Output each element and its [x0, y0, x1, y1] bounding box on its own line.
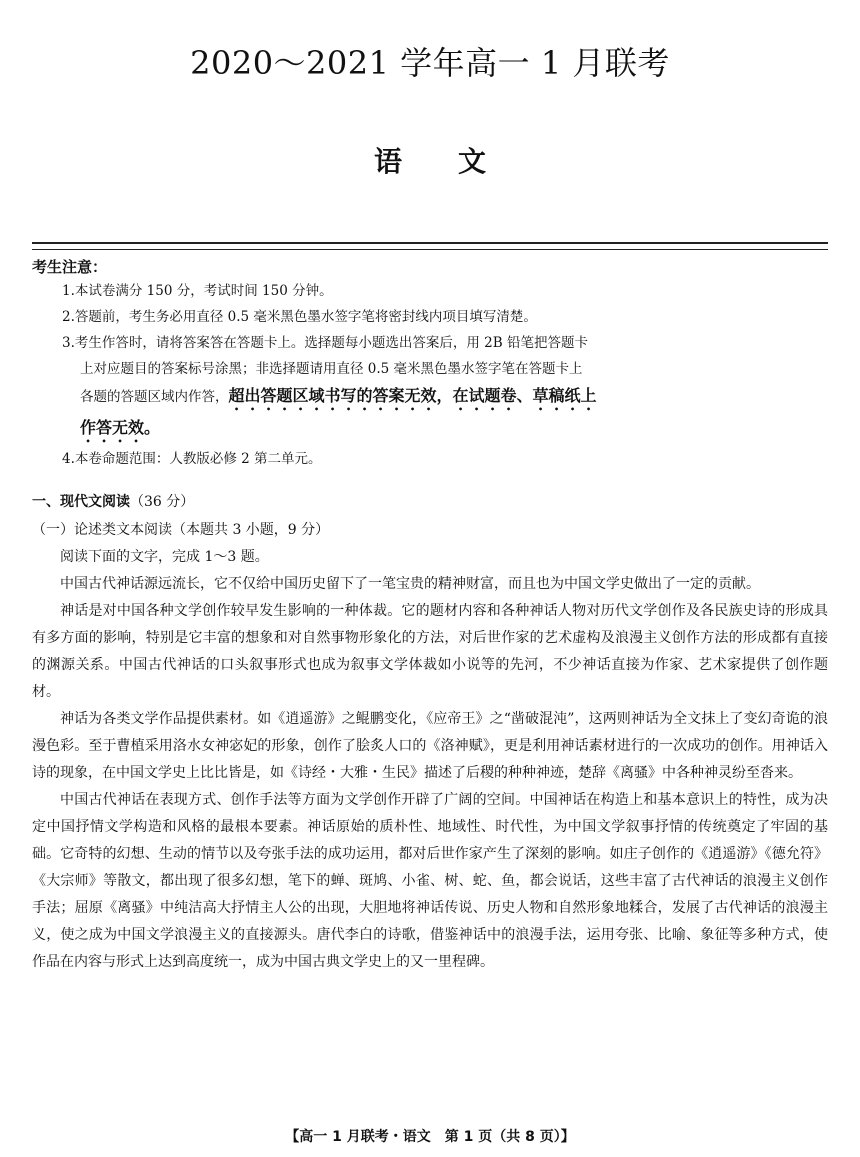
notice-list — [62, 278, 702, 472]
section-score: （36 分） — [130, 494, 195, 510]
subsection-heading: （一）论述类文本阅读（本题共 3 小题，9 分） — [32, 522, 330, 538]
emphasis-warning: 超出答题区域书写的答案无效，在试题卷、草稿纸上 — [228, 386, 597, 405]
header-divider — [32, 242, 828, 250]
notice-item-3-line-2: 上对应题目的答案标号涂黑；非选择题请用直径 0.5 毫米黑色墨水签字笔在答题卡上 — [80, 361, 583, 377]
notice-item-3-line-3 — [62, 382, 702, 414]
notice-item-4: 4.本卷命题范围：人教版必修 2 第二单元。 — [62, 451, 322, 467]
passage-paragraph: 中国古代神话源远流长，它不仅给中国历史留下了一笔宝贵的精神财富，而且也为中国文学史做出了一定的贡献。 — [60, 576, 760, 592]
notice-heading: 考生注意： — [32, 258, 108, 276]
notice-item-2: 2.答题前，考生务必用直径 0.5 毫米黑色墨水签字笔将密封线内项目填写清楚。 — [62, 309, 537, 325]
section-heading — [32, 490, 194, 514]
passage-paragraph: 神话是对中国各种文学创作较早发生影响的一种体裁。它的题材内容和各种神话人物对历代文学创作及各民族史诗的形成具有多方面的影响，特别是它丰富的想象和对自然事物形象化的方法，对后世作家的艺术虚构及浪漫主义创作方法的形成都有直接的渊源关系。中国古代神话的口头叙事形式也成为叙事文学体裁如小说等的先河，不少神话直接为作家、艺术家提供了创作题材。 — [32, 603, 828, 700]
reading-passage — [32, 544, 828, 976]
notice-item-3: 3.考生作答时，请将答案答在答题卡上。选择题每小题选出答案后，用 2B 铅笔把答题卡 — [62, 335, 588, 351]
passage-paragraph: 神话为各类文学作品提供素材。如《逍遥游》之鲲鹏变化，《应帝王》之“凿破混沌”，这两则神话为全文抹上了变幻奇诡的浪漫色彩。至于曹植采用洛水女神宓妃的形象，创作了脍炙人口的《洛神赋》，更是利用神话素材进行的一次成功的创作。用神话入诗的现象，在中国文学史上比比皆是，如《诗经・大雅・生民》描述了后稷的种种神迹，楚辞《离骚》中各种神灵纷至沓来。 — [32, 711, 828, 781]
notice-item-3-line-4 — [62, 414, 702, 446]
subject-title: 语文 — [373, 145, 542, 178]
page-footer: 【高一 1 月联考・语文 第 1 页（共 8 页）】 — [285, 1129, 575, 1145]
notice-item-1: 1.本试卷满分 150 分，考试时间 150 分钟。 — [62, 283, 333, 299]
exam-title: 2020～2021 学年高一 1 月联考 — [190, 44, 670, 82]
reading-instruction: 阅读下面的文字，完成 1～3 题。 — [60, 549, 269, 565]
notice-item-3-text: 各题的答题区域内作答， — [80, 389, 229, 405]
passage-paragraph: 中国古代神话在表现方式、创作手法等方面为文学创作开辟了广阔的空间。中国神话在构造上和基本意识上的特性，成为决定中国抒情文学构造和风格的最根本要素。神话原始的质朴性、地域性、时代性，为中国文学叙事抒情的传统奠定了牢固的基础。它奇特的幻想、生动的情节以及夸张手法的成功运用，都对后世作家产生了深刻的影响。如庄子创作的《逍遥游》《德允符》《大宗师》等散文，都出现了很多幻想，笔下的蝉、斑鸠、小雀、树、蛇、鱼，都会说话，这些丰富了古代神话的浪漫主义创作手法；屈原《离骚》中纯洁高大抒情主人公的出现，大胆地将神话传说、历史人物和自然形象地糅合，发展了古代神话的浪漫主义，使之成为中国文学浪漫主义的直接源头。唐代李白的诗歌，借鉴神话中的浪漫手法，运用夸张、比喻、象征等多种方式，使作品在内容与形式上达到高度统一，成为中国古典文学史上的又一里程碑。 — [32, 792, 828, 970]
emphasis-warning-end: 作答无效。 — [80, 418, 161, 437]
section-title: 一、现代文阅读 — [32, 494, 130, 510]
